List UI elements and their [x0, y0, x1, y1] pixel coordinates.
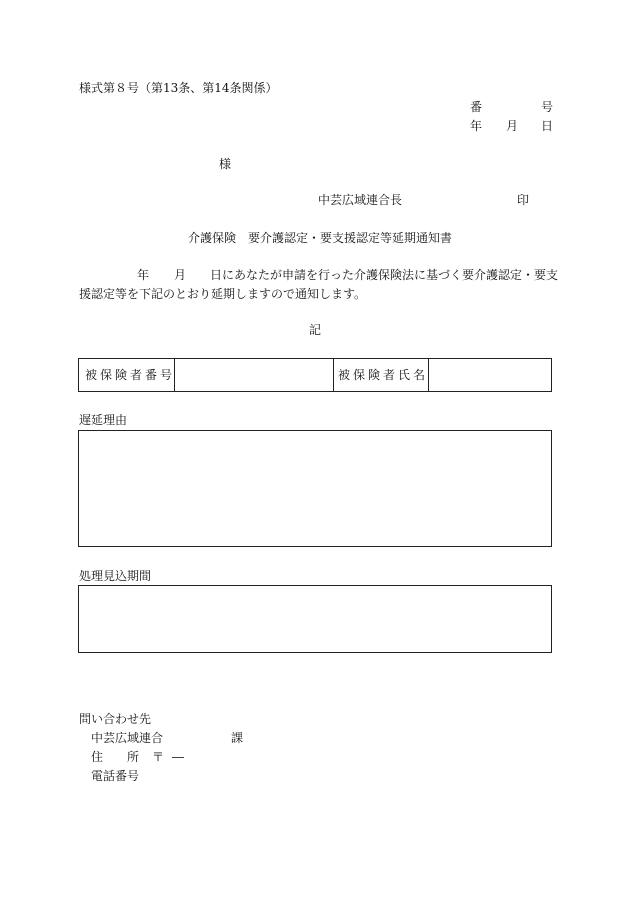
- ki-heading: 記: [309, 323, 322, 337]
- postal-mark: 〒: [152, 750, 165, 764]
- sender-name: 中芸広域連合長: [318, 193, 403, 207]
- form-number: 様式第８号（第13条、第14条関係）: [79, 81, 278, 95]
- document-title: 介護保険 要介護認定・要支援認定等延期通知書: [188, 231, 453, 245]
- contact-address-label-1: 住: [91, 750, 104, 764]
- expected-period-label: 処理見込期間: [79, 569, 152, 583]
- postal-dash: ―: [172, 750, 184, 764]
- document-number-label: 番: [470, 100, 483, 114]
- date-year-label: 年: [470, 119, 483, 133]
- date-month-label: 月: [506, 119, 519, 133]
- contact-division: 課: [231, 731, 244, 745]
- contact-org: 中芸広域連合: [91, 731, 164, 745]
- expected-period-box[interactable]: [78, 585, 552, 653]
- insured-table: [78, 358, 552, 392]
- delay-reason-label: 遅延理由: [79, 413, 128, 427]
- contact-phone-label: 電話番号: [91, 769, 140, 783]
- date-day-label: 日: [541, 119, 554, 133]
- insured-number-label: 被保険者番号: [85, 368, 176, 382]
- seal-mark: 印: [517, 193, 530, 207]
- body-date-month: 月: [174, 268, 187, 282]
- contact-heading: 問い合わせ先: [79, 712, 152, 726]
- body-date-year: 年: [137, 268, 150, 282]
- delay-reason-box[interactable]: [78, 430, 552, 547]
- insured-name-label: 被保険者氏名: [338, 368, 429, 382]
- addressee-honorific: 様: [219, 157, 232, 171]
- body-line-1: 日にあなたが申請を行った介護保険法に基づく要介護認定・要支: [210, 268, 559, 282]
- body-line-2: 援認定等を下記のとおり延期しますので通知します。: [79, 287, 367, 301]
- document-number-suffix: 号: [541, 100, 554, 114]
- contact-address-label-2: 所: [127, 750, 140, 764]
